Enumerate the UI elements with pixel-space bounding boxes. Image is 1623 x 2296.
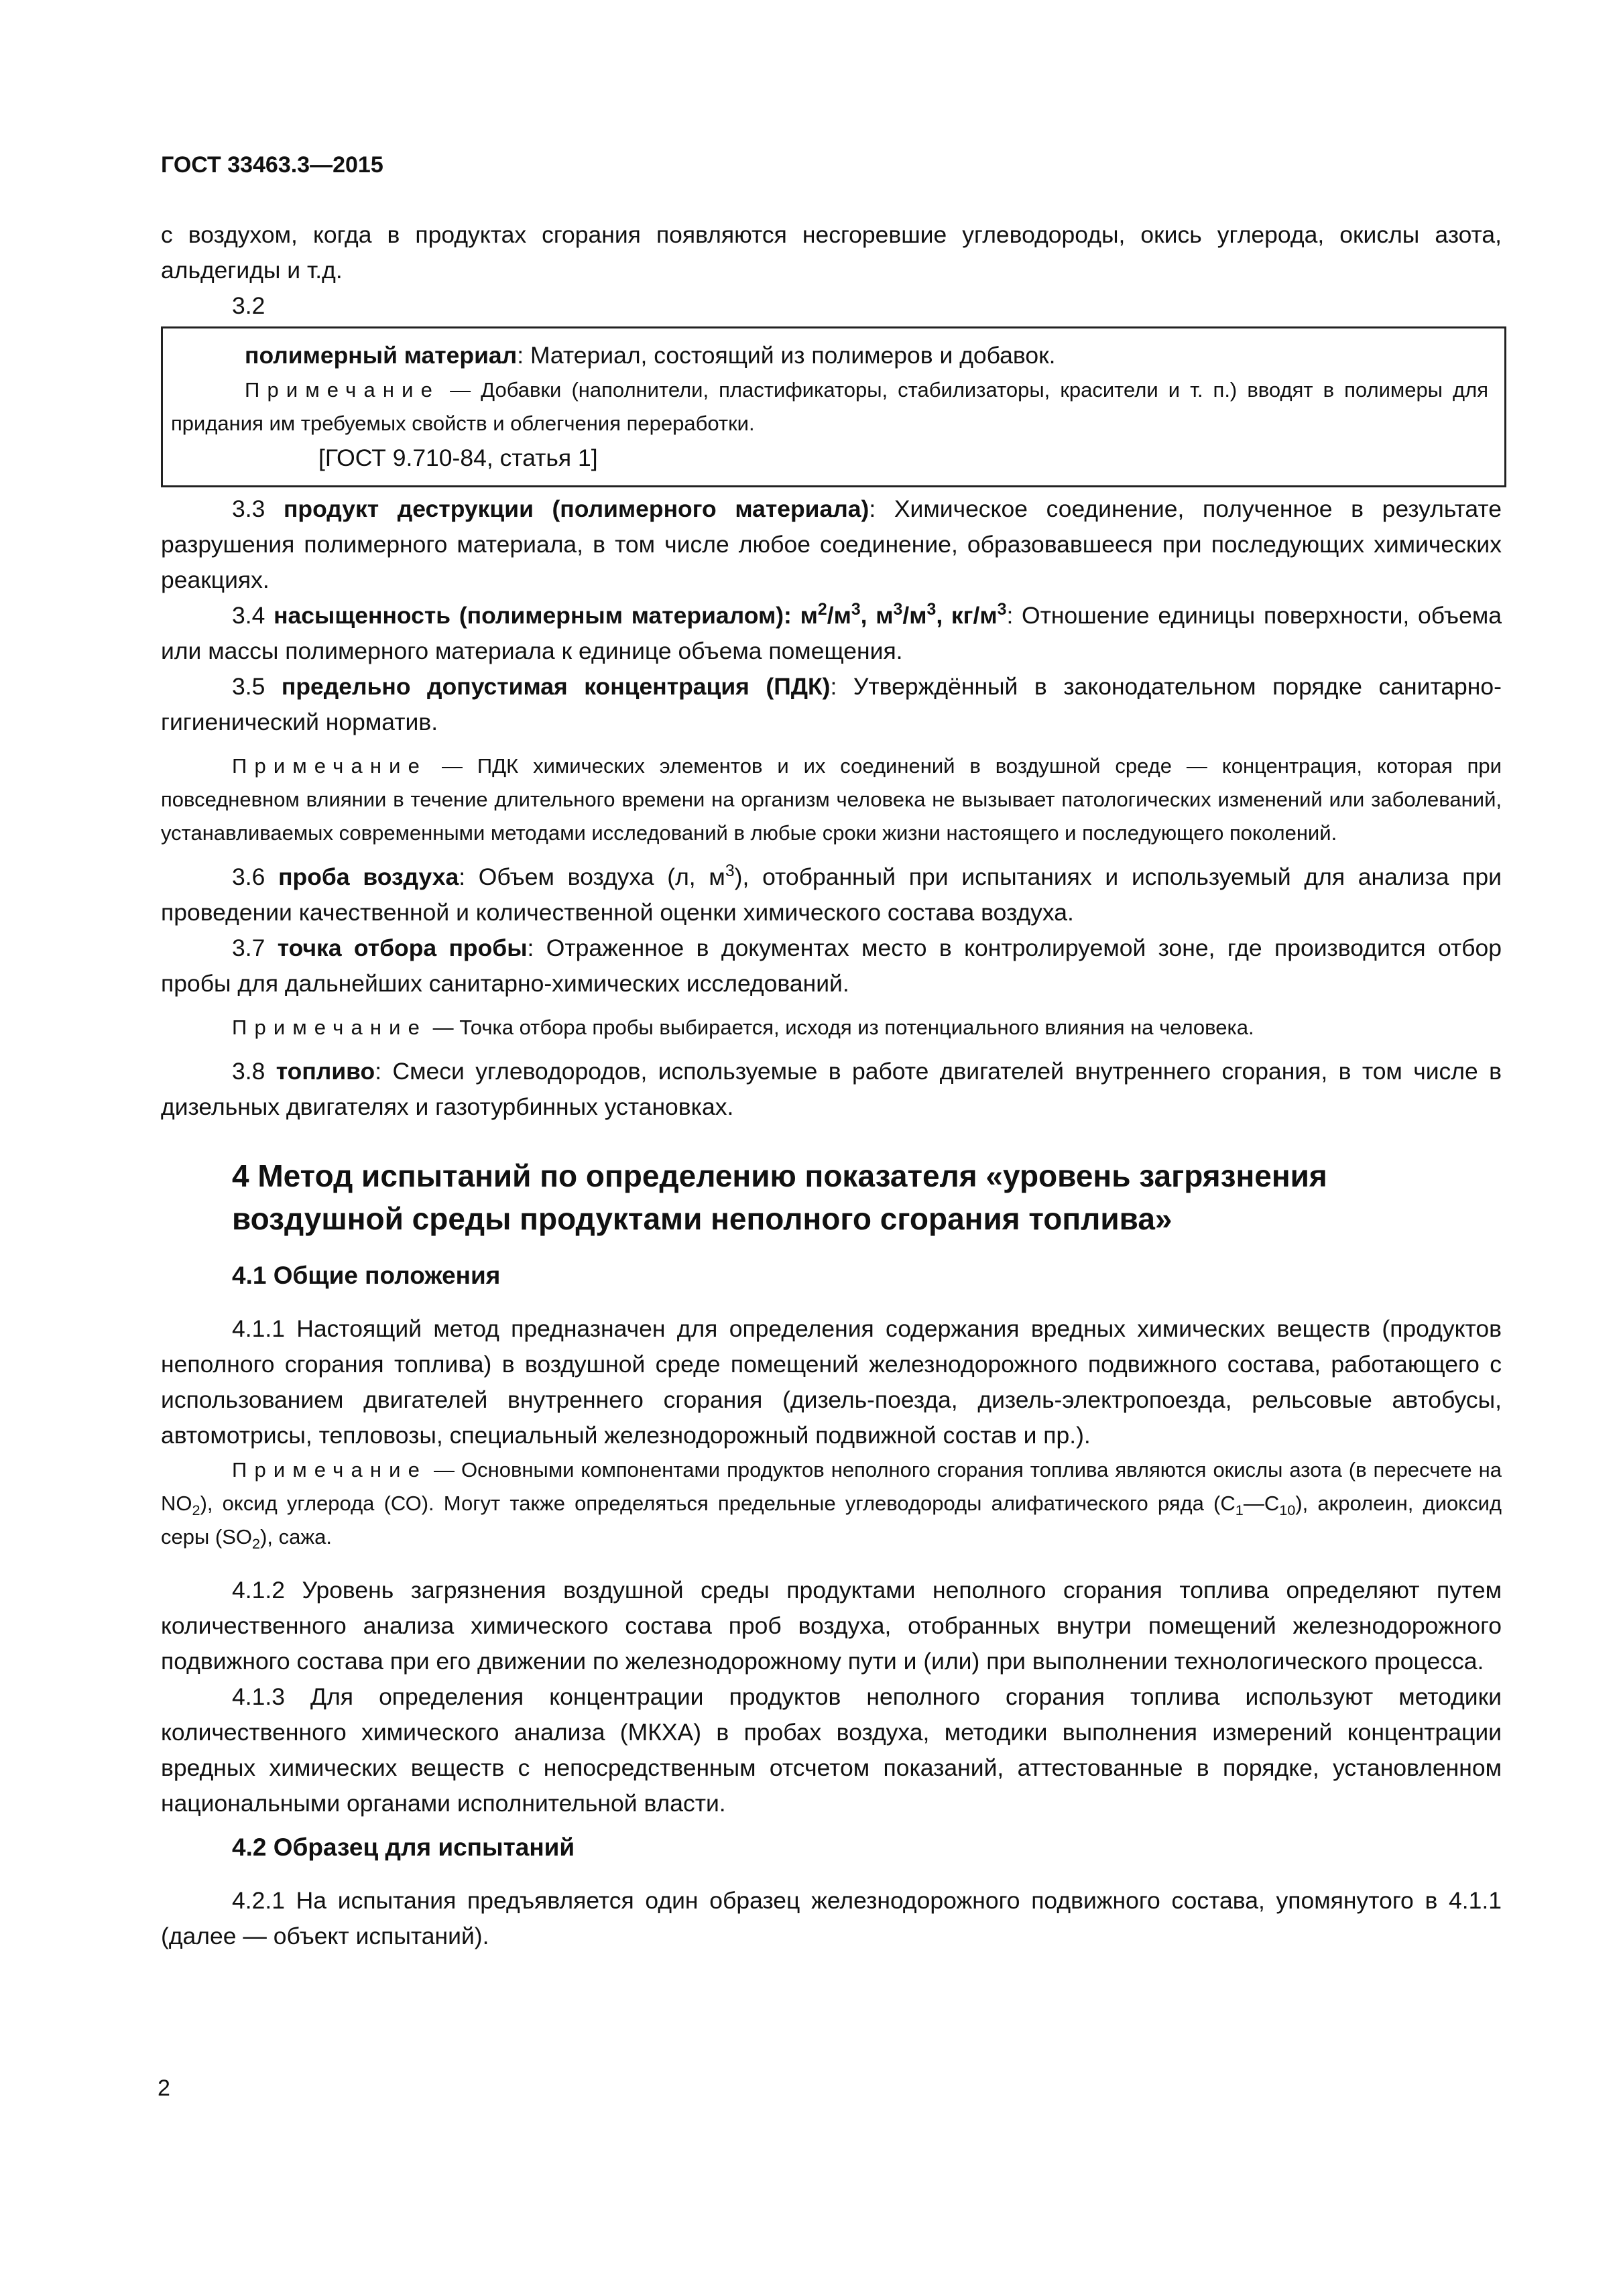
clause-3-7 (161, 930, 1502, 1002)
note-label: Примечание (232, 1016, 428, 1039)
definition-text: : Утверждённый в законодательном порядке санитарно-гигиенический норматив. (161, 673, 1502, 735)
term: насыщенность (полимерным материалом): $м^2/м^3$, $м^3/м^3$, $кг/м^3$ (274, 601, 1007, 629)
continued-paragraph: с воздухом, когда в продуктах сгорания появляются несгоревшие углеводороды, окись углерода, окислы азота, альдегиды и т.д. (161, 221, 1502, 284)
subsection-4-2-heading: 4.2 Образец для испытаний (232, 1833, 575, 1861)
clause-3-8 (161, 1054, 1502, 1125)
note-text: — Точка отбора пробы выбирается, исходя из потенциального влияния на человека. (427, 1016, 1254, 1039)
definition-text: : Отношение единицы поверхности, объема или массы полимерного материала к единице объема помещения. (161, 602, 1502, 664)
clause-4-1-1: 4.1.1 Настоящий метод предназначен для определения содержания вредных химических веществ (продуктов неполного сгорания топлива) в воздушной среде помещений железнодорожного подвижного состава, работающего с использованием двигателей внутреннего сгорания (дизель-поезда, дизель-электропоезда, рельсовые автобусы, автомотрисы, тепловозы, специальный железнодорожный подвижной состав и пр.). (161, 1315, 1502, 1449)
clause-number: 3.3 (232, 495, 265, 522)
term: предельно допустимая концентрация (ПДК) (281, 673, 831, 700)
term: топливо (276, 1058, 375, 1085)
term: продукт деструкции (полимерного материала) (283, 495, 869, 522)
clause-number: 3.4 (232, 602, 265, 629)
clause-4-1-2: 4.1.2 Уровень загрязнения воздушной среды продуктами неполного сгорания топлива определяют путем количественного анализа химического состава проб воздуха, отобранных внутри помещений железнодорожного подвижного состава при его движении по железнодорожному пути и (или) при выполнении технологического процесса. (161, 1577, 1502, 1675)
section-4-heading: 4 Метод испытаний по определению показателя «уровень загрязнения воздушной среды продуктами неполного сгорания топлива» (232, 1158, 1327, 1236)
note-label: Примечание (245, 378, 440, 402)
clause-number: 3.5 (232, 673, 265, 700)
note-label: Примечание (232, 754, 428, 778)
clause-3-2-number: 3.2 (232, 292, 265, 319)
clause-4-2-1: 4.2.1 На испытания предъявляется один образец железнодорожного подвижного состава, упомянутого в 4.1.1 (далее — объект испытаний). (161, 1887, 1502, 1949)
document-header: ГОСТ 33463.3—2015 (161, 152, 383, 178)
clause-3-6: 3.6 проба воздуха: Объем воздуха (л, $м^3$), отобранный при испытаниях и используемый для анализа при проведении качественной и количественной оценки химического состава воздуха. (161, 862, 1502, 926)
quoted-definition-box (161, 326, 1506, 487)
definition-text: : Химическое соединение, полученное в результате разрушения полимерного материала, в том числе любое соединение, образовавшееся при последующих химических реакциях. (161, 495, 1502, 593)
clause-4-1-3: 4.1.3 Для определения концентрации продуктов неполного сгорания топлива используют методики количественного химического анализа (МКХА) в пробах воздуха, методики выполнения измерений концентрации вредных химических веществ с непосредственным отсчетом показаний, аттестованные в порядке, установленном национальными органами исполнительной власти. (161, 1683, 1502, 1817)
term: проба воздуха (278, 863, 459, 890)
note-3-5 (161, 749, 1502, 850)
note-3-7 (161, 1011, 1502, 1044)
definition-text: : Смеси углеводородов, используемые в работе двигателей внутреннего сгорания, в том числе в дизельных двигателях и газотурбинных установках. (161, 1058, 1502, 1120)
note-text: — Добавки (наполнители, пластификаторы, стабилизаторы, красители и т. п.) вводят в полимеры для придания им требуемых свойств и облегчения переработки. (171, 378, 1488, 435)
definition-text: : Материал, состоящий из полимеров и добавок. (517, 342, 1056, 369)
term: точка отбора пробы (277, 934, 528, 961)
clause-number: 3.6 (232, 863, 265, 890)
note-text: — ПДК химических элементов и их соединений в воздушной среде — концентрация, которая при повседневном влиянии в течение длительного времени на организм человека не вызывает патологических изменений или заболеваний, устанавливаемых современными методами исследований в любые сроки жизни настоящего и последующего поколений. (161, 754, 1502, 845)
clause-number: 3.7 (232, 934, 265, 961)
note-3-2 (171, 373, 1488, 440)
clause-number: 3.8 (232, 1058, 265, 1085)
term-polymer-material: полимерный материал (245, 342, 518, 369)
document-page (161, 152, 1502, 1954)
source-reference: [ГОСТ 9.710-84, статья 1] (318, 444, 598, 471)
page-number: 2 (158, 2075, 170, 2101)
note-4-1-1: Примечание — Основными компонентами продуктов неполного сгорания топлива являются окислы азота (в пересчете на $NO_2$), оксид углерода (СО). Могут также определяться предельные углеводороды алифатического ряда $(С_1—С_{10})$, акролеин, диоксид серы $(SO_2)$, сажа. (161, 1458, 1502, 1553)
clause-3-3 (161, 491, 1502, 598)
clause-3-2 (171, 338, 1488, 373)
clause-3-5 (161, 669, 1502, 740)
definition-text: : Отраженное в документах место в контролируемой зоне, где производится отбор пробы для дальнейших санитарно-химических исследований. (161, 934, 1502, 997)
note-label: Примечание (232, 1458, 428, 1482)
subsection-4-1-heading: 4.1 Общие положения (232, 1262, 501, 1289)
clause-3-4 (161, 598, 1502, 669)
